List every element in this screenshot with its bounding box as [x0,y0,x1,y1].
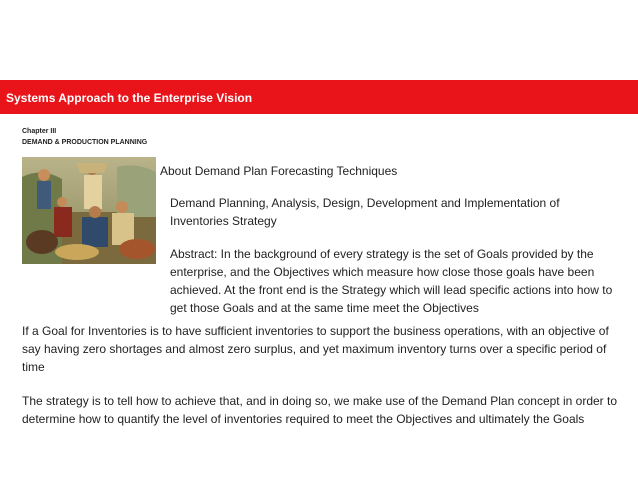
strategy-paragraph: The strategy is to tell how to achieve that, and in doing so, we make use of the Demand Plan concept in order to determine how to quantify the level of inventories required to meet the Objectives and ultimately the Goals [22,394,618,426]
abstract-paragraph: Abstract: In the background of every strategy is the set of Goals provided by the enterprise, and the Objectives which measure how close those goals have been achieved. At the front end is the Strategy which will lead specific actions into how to get those Goals and at the same time meet the Objectives [170,247,613,315]
chapter-label [22,126,147,148]
content-heading: About Demand Plan Forecasting Techniques [160,164,398,178]
title-banner [0,80,638,114]
goal-paragraph: If a Goal for Inventories is to have sufficient inventories to support the business operations, with an objective of say having zero shortages and almost zero surplus, and yet maximum inventory turns over a specific period of time [22,324,609,374]
chapter-title: DEMAND & PRODUCTION PLANNING [22,139,148,146]
chapter-number: Chapter III [22,128,57,135]
content-subheading: Demand Planning, Analysis, Design, Development and Implementation of Inventories Strategy [170,196,560,228]
festival-painting-image [22,157,156,264]
slide-title: Systems Approach to the Enterprise Vision [6,91,253,105]
